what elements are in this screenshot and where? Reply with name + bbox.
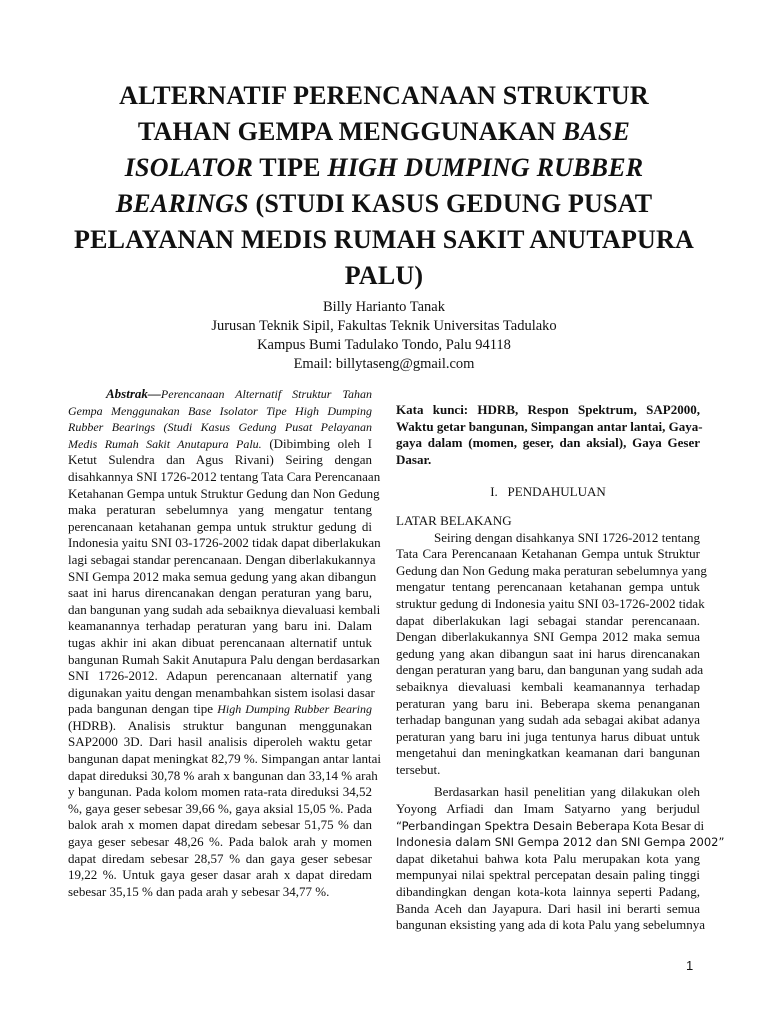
body-line: Tata Cara Perencanaan Ketahanan Gempa untuk Struktur: [396, 546, 700, 562]
page-number: 1: [686, 958, 694, 973]
keywords: [396, 402, 703, 468]
abstract-line: 19,22 %. Untuk gaya geser dasar arah x dapat diredam: [68, 867, 372, 883]
abstract-line: dapat diredam sebesar 28,57 % dan gaya geser sebesar: [68, 850, 372, 866]
abstract-line: (HDRB). Analisis struktur bangunan menggunakan: [68, 717, 372, 733]
body-line: dapat diberlakukan lagi sebagai standar perencanaan.: [396, 612, 700, 628]
body-line: struktur gedung di Indonesia yaitu SNI 03-1726-2002 tidak: [396, 595, 705, 611]
abstract-line: SNI 1726-2012. Adapun perencanaan alternatif yang: [68, 668, 372, 684]
body-line: Banda Aceh dan Jayapura. Dari hasil ini berarti semua: [396, 900, 700, 916]
body-line: mengetahui dan meningkatkan keamanan dari bangunan: [396, 745, 700, 761]
abstract-line: dan bangunan yang sudah ada sebaiknya dievaluasi kembali: [68, 601, 381, 617]
body-line: “Perbandingan Spektra Desain Beberapa Kota Besar di: [396, 817, 705, 833]
abstract-line: pada bangunan dengan tipe High Dumping Rubber Bearing: [68, 701, 372, 717]
body-line: Yoyong Arfiadi dan Imam Satyarno yang berjudul: [396, 801, 700, 817]
body-line: bangunan eksisting yang ada di kota Palu yang sebelumnya: [396, 917, 706, 933]
body-line: Berdasarkan hasil penelitian yang dilakukan oleh: [434, 784, 700, 800]
paragraph-1: [396, 529, 707, 779]
abstract-line: dapat direduksi 30,78 % arah x bangunan dan 33,14 % arah: [68, 767, 378, 783]
author-affiliation: Jurusan Teknik Sipil, Fakultas Teknik Universitas Tadulako: [211, 318, 557, 334]
body-line: dengan peraturan yang baru, dan bangunan yang sudah ada: [396, 662, 704, 678]
abstract-line: Abstrak—Perencanaan Alternatif Struktur Tahan: [106, 386, 372, 401]
abstract-label: Abstrak—: [106, 386, 161, 401]
title-line-5: PELAYANAN MEDIS RUMAH SAKIT ANUTAPURA: [74, 225, 694, 254]
body-line: Seiring dengan disahkanya SNI 1726-2012 tentang: [434, 529, 700, 545]
abstract-line: digunakan yaitu dengan menambahkan sistem isolasi dasar: [68, 684, 375, 700]
body-line: tersebut.: [396, 761, 441, 777]
title-line-3: ISOLATOR TIPE HIGH DUMPING RUBBER: [124, 153, 644, 182]
section-heading: I. PENDAHULUAN: [490, 484, 606, 500]
author-email: Email: billytaseng@gmail.com: [293, 356, 475, 372]
abstract-line: y bangunan. Pada kolom momen rata-rata direduksi 34,52: [68, 784, 372, 800]
subsection-heading: LATAR BELAKANG: [396, 512, 512, 528]
abstract-line: %, gaya geser sebesar 39,66 %, gaya aksial 15,05 %. Pada: [68, 800, 372, 816]
body-line: gedung yang akan dibangun saat ini harus direncanakan: [396, 645, 700, 661]
abstract-line: lagi sebagai standar perencanaan. Dengan diberlakukannya: [68, 551, 376, 567]
abstract-line: bangunan Rumah Sakit Anutapura Palu dengan berdasarkan: [68, 651, 380, 667]
title-line-2: TAHAN GEMPA MENGGUNAKAN BASE: [137, 117, 631, 146]
body-line: mengatur tentang perencanaan ketahanan gempa untuk: [396, 579, 700, 595]
body-line: dapat diketahui bahwa kota Palu merupakan kota yang: [396, 850, 700, 866]
keywords-line: gaya dalam (momen, geser, dan aksial), Gaya Geser: [396, 435, 700, 451]
keywords-line: Waktu getar bangunan, Simpangan antar lantai, Gaya-: [396, 418, 703, 434]
abstract-line: SAP2000 3D. Dari hasil analisis diperoleh waktu getar: [68, 734, 372, 750]
body-line: sebaiknya dievaluasi kembali keamanannya terhadap: [396, 678, 700, 694]
abstract-line: tugas akhir ini akan dibuat perencanaan alternatif untuk: [68, 634, 372, 650]
keywords-line: Dasar.: [396, 451, 432, 467]
body-line: dibandingkan dengan kota-kota lainnya seperti Padang,: [396, 884, 700, 900]
abstract-line: keamanannya terhadap peraturan yang baru ini. Dalam: [68, 618, 372, 634]
body-line: Dengan diberlakukannya SNI Gempa 2012 maka semua: [396, 629, 700, 645]
abstract-line: Rubber Bearings (Studi Kasus Gedung Pusat Pelayanan: [68, 420, 372, 435]
abstract: [68, 386, 381, 900]
body-line: mempunyai nilai spektral percepatan desain paling tinggi: [396, 867, 700, 883]
title-line-1: ALTERNATIF PERENCANAAN STRUKTUR: [119, 81, 649, 110]
body-line: peraturan yang baru ini. Beberapa skema penanganan: [396, 695, 700, 711]
title-line-4: BEARINGS (STUDI KASUS GEDUNG PUSAT: [115, 189, 653, 218]
abstract-line: Ketut Sulendra dan Agus Rivani) Seiring dengan: [68, 452, 372, 468]
abstract-line: Ketahanan Gempa untuk Struktur Gedung dan Non Gedung: [68, 485, 380, 501]
body-line: terhadap bangunan yang sudah ada sebagai akibat adanya: [396, 712, 700, 728]
title-line-6: PALU): [344, 261, 424, 290]
abstract-line: perencanaan ketahanan gempa untuk struktur gedung di: [68, 518, 372, 534]
body-line: Indonesia dalam SNI Gempa 2012 dan SNI Gempa 2002”: [396, 835, 725, 850]
author-block: [100, 298, 668, 374]
abstract-line: Gempa Menggunakan Base Isolator Tipe High Dumping: [68, 403, 372, 418]
abstract-line: saat ini harus direncanakan dengan peraturan yang baru,: [68, 585, 372, 601]
body-line: Gedung dan Non Gedung maka peraturan sebelumnya yang: [396, 562, 707, 578]
author-name: Billy Harianto Tanak: [323, 299, 445, 315]
abstract-line: gaya geser sebesar 48,26 %. Pada balok arah y momen: [68, 834, 372, 850]
right-column: [396, 402, 725, 934]
author-address: Kampus Bumi Tadulako Tondo, Palu 94118: [257, 337, 511, 353]
abstract-line: balok arah x momen dapat diredam sebesar 51,75 % dan: [68, 817, 372, 833]
abstract-line: sebesar 35,15 % dan pada arah y sebesar 34,77 %.: [68, 883, 330, 899]
paragraph-2: [396, 784, 725, 933]
body-line: peraturan yang baru ini juga tentunya harus dibuat untuk: [396, 728, 700, 744]
paper-title: [52, 78, 716, 294]
abstract-line: maka peraturan sebelumnya yang mengatur tentang: [68, 502, 372, 518]
abstract-line: SNI Gempa 2012 maka semua gedung yang akan dibangun: [68, 568, 377, 584]
abstract-line: disahkannya SNI 1726-2012 tentang Tata Cara Perencanaan: [68, 468, 381, 484]
abstract-line: bangunan dapat meningkat 82,79 %. Simpangan antar lantai: [68, 751, 381, 767]
abstract-line: Indonesia yaitu SNI 03-1726-2002 tidak dapat diberlakukan: [68, 535, 381, 551]
keywords-line: Kata kunci: HDRB, Respon Spektrum, SAP2000,: [396, 402, 700, 417]
abstract-line: Medis Rumah Sakit Anutapura Palu. (Dibimbing oleh I: [68, 435, 372, 451]
